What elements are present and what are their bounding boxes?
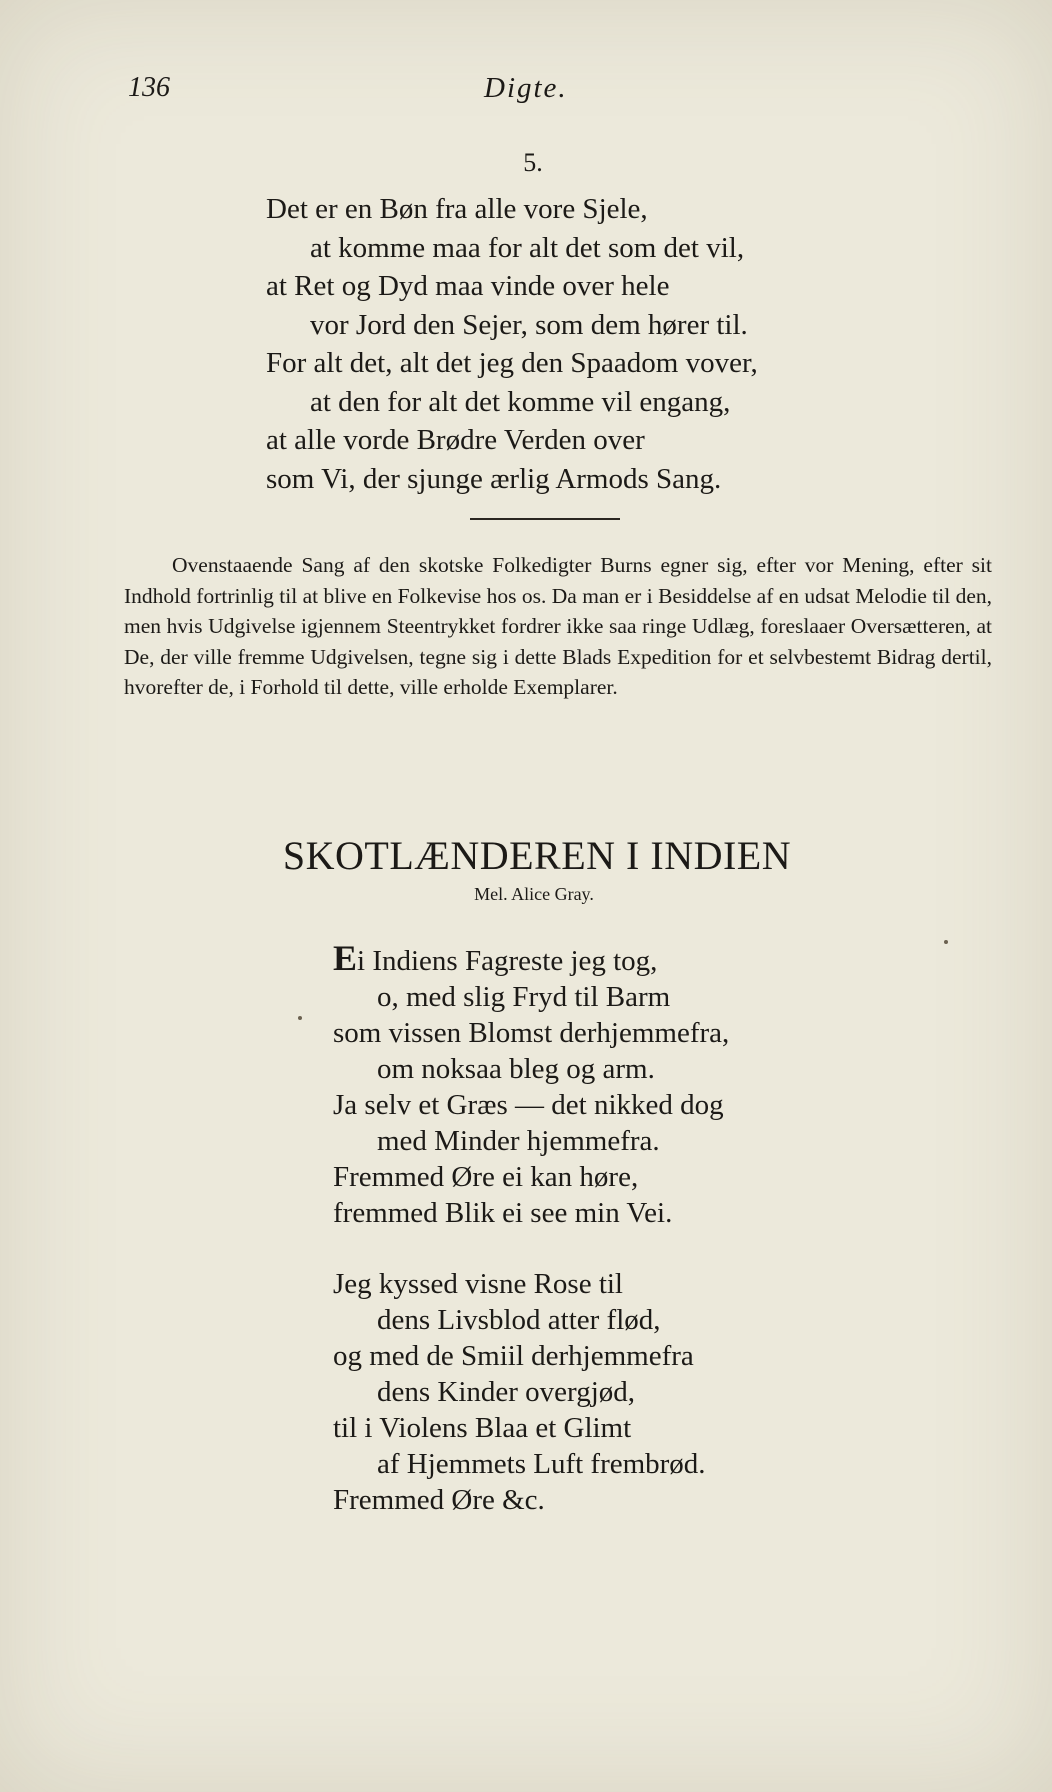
poem-line: Ja selv et Græs — det nikked dog <box>333 1089 724 1121</box>
editorial-note: Ovenstaaende Sang af den skotske Folkedigter Burns egner sig, efter vor Mening, efter sit Indhold fortrinlig til at blive en Folkevise hos os. Da man er i Besiddelse af en udsat Melodie til den, men hvis Udgivelse igjennem Steentrykket fordrer ikke saa ringe Udlæg, foreslaaer Oversætteren, at De, der ville fremme Udgivelsen, tegne sig i dette Blads Expedition for et selvbestemt Bidrag dertil, hvorefter de, i Forhold til dette, ville erholde Exemplarer. <box>124 553 992 699</box>
poem-line: som vissen Blomst derhjemmefra, <box>333 1017 730 1049</box>
poem-line: at Ret og Dyd maa vinde over hele <box>266 270 670 302</box>
poem-line: med Minder hjemmefra. <box>377 1125 660 1157</box>
poem-line: vor Jord den Sejer, som dem hører til. <box>310 308 748 341</box>
poem-line: fremmed Blik ei see min Vei. <box>333 1197 673 1229</box>
poem-line: som Vi, der sjunge ærlig Armods Sang. <box>266 462 722 495</box>
poem-line: til i Violens Blaa et Glimt <box>333 1412 632 1444</box>
song-stanza-one <box>333 940 729 1231</box>
poem-line: Jeg kyssed visne Rose til <box>333 1268 623 1300</box>
page-number: 136 <box>128 72 170 103</box>
section-divider <box>470 518 620 520</box>
song-stanza-two <box>333 1266 706 1518</box>
poem-one <box>266 190 758 498</box>
first-line-text: i Indiens Fagreste jeg tog, <box>357 945 658 977</box>
poem-number: 5. <box>523 148 543 177</box>
paper-speck <box>298 1016 302 1020</box>
running-title: Digte. <box>484 72 568 104</box>
poem-line: af Hjemmets Luft frembrød. <box>377 1448 706 1480</box>
paper-speck <box>944 940 948 944</box>
page-header <box>0 72 1052 122</box>
poem-line: om noksaa bleg og arm. <box>377 1053 655 1085</box>
poem-line: at komme maa for alt det som det vil, <box>310 231 745 264</box>
poem-line: og med de Smiil derhjemmefra <box>333 1340 694 1372</box>
poem-line: Fremmed Øre &c. <box>333 1484 545 1516</box>
poem-line: Fremmed Øre ei kan høre, <box>333 1161 639 1193</box>
poem-line: Det er en Bøn fra alle vore Sjele, <box>266 193 648 225</box>
poem-line: o, med slig Fryd til Barm <box>377 981 671 1013</box>
initial-letter: E <box>333 938 358 978</box>
song-title: SKOTLÆNDEREN I INDIEN <box>282 833 792 878</box>
poem-line: at den for alt det komme vil engang, <box>310 385 731 418</box>
melody-note: Mel. Alice Gray. <box>474 884 594 904</box>
poem-line <box>333 940 729 979</box>
poem-line: For alt det, alt det jeg den Spaadom vover, <box>266 347 758 379</box>
poem-line: dens Livsblod atter flød, <box>377 1304 661 1336</box>
poem-line: at alle vorde Brødre Verden over <box>266 424 645 456</box>
poem-line: dens Kinder overgjød, <box>377 1376 635 1408</box>
